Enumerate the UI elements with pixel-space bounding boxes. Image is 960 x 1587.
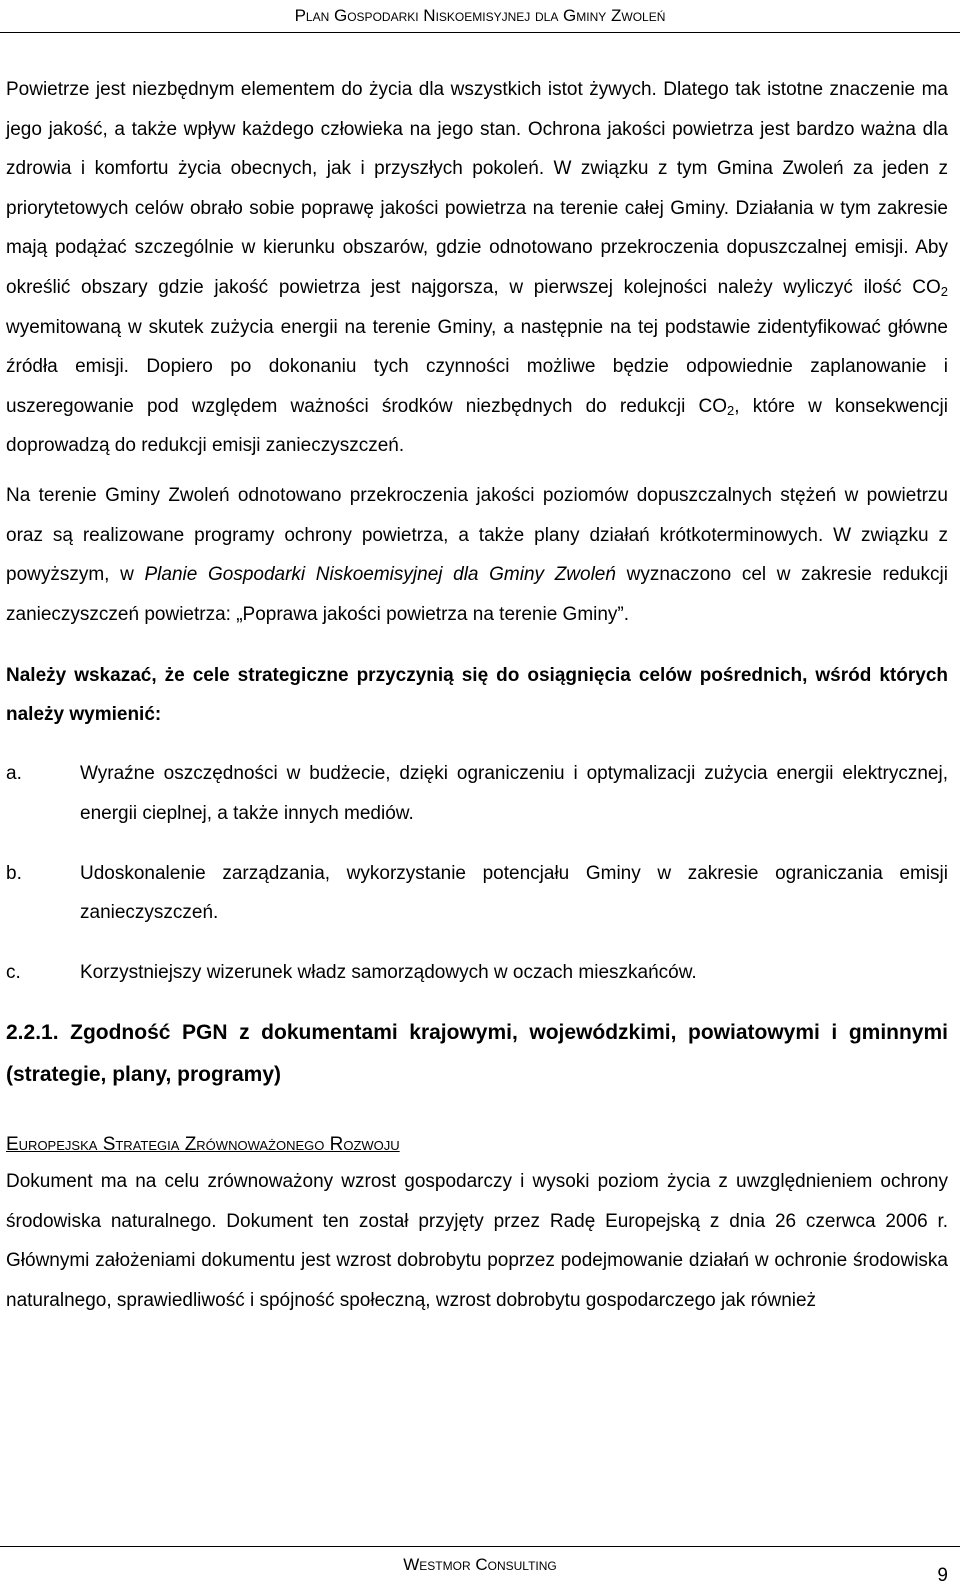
list-item-text: Udoskonalenie zarządzania, wykorzystanie potencjału Gminy w zakresie ograniczania emisji zanieczyszczeń. [80, 862, 948, 924]
list-item [6, 953, 948, 993]
page-header [0, 6, 960, 33]
subsection-title: Europejska Strategia Zrównoważonego Rozwoju [6, 1134, 400, 1156]
header-title: Plan Gospodarki Niskoemisyjnej dla Gminy Zwoleń [294, 6, 666, 25]
document-body [6, 70, 948, 1321]
section-heading: 2.2.1. Zgodność PGN z dokumentami krajowymi, wojewódzkimi, powiatowymi i gminnymi (strategie, plany, programy) [6, 1021, 948, 1087]
list-marker: b. [6, 862, 22, 884]
paragraph-text: wyznaczono cel w zakresie redukcji zanieczyszczeń powietrza: „Poprawa jakości powietrza na terenie Gminy”. [6, 564, 948, 625]
paragraph-strategy: Dokument ma na celu zrównoważony wzrost gospodarczy i wysoki poziom życia z uwzględnieniem ochrony środowiska naturalnego. Dokument ten został przyjęty przez Radę Europejską z dnia 26 czerwca 2006 r. Głównymi założeniami dokumentu jest wzrost dobrobytu poprzez podejmowanie działań w ochronie środowiska naturalnego, sprawiedliwość i spójność społeczną, wzrost dobrobytu gospodarczego jak również [6, 1171, 948, 1312]
page-number: 9 [937, 1565, 948, 1586]
list-item-text: Korzystniejszy wizerunek władz samorządowych w oczach mieszkańców. [80, 961, 697, 983]
paragraph-text: Powietrze jest niezbędnym elementem do życia dla wszystkich istot żywych. Dlatego tak istotne znaczenie ma jego jakość, a także wpływ każdego człowieka na jego stan. Ochrona jakości powietrza jest bardzo ważna dla zdrowia i komfortu życia obecnych, jak i przyszłych pokoleń. W związku z tym Gmina Zwoleń za jeden z priorytetowych celów obrało sobie poprawę jakości powietrza na terenie całej Gminy. Działania w tym zakresie mają podążać szczególnie w kierunku obszarów, gdzie odnotowano przekroczenia dopuszczalnej emisji. Aby określić obszary gdzie jakość powietrza jest najgorsza, w pierwszej kolejności należy wyliczyć ilość CO [6, 79, 948, 298]
paragraph-text: , które w konsekwencji doprowadzą do redukcji emisji zanieczyszczeń. [6, 395, 948, 457]
plan-title-italic: Planie Gospodarki Niskoemisyjnej dla Gminy Zwoleń [144, 564, 616, 586]
paragraph-text: Na terenie Gminy Zwoleń odnotowano przekroczenia jakości poziomów dopuszczalnych stężeń w powietrzu oraz są realizowane programy ochrony powietrza, a także plany działań krótkoterminowych. W związku z powyższym, w [6, 484, 948, 586]
footer-company: Westmor Consulting [403, 1555, 557, 1574]
paragraph-text: wyemitowaną w skutek zużycia energii na terenie Gminy, a następnie na tej podstawie zidentyfikować główne źródła emisji. Dopiero po dokonaniu tych czynności możliwe będzie odpowiednie zaplanowanie i uszeregowanie pod względem ważności środków niezbędnych do redukcji CO [6, 316, 948, 417]
co2-subscript: 2 [940, 283, 948, 299]
intermediate-goals-list [6, 754, 948, 992]
paragraph-air-quality [6, 70, 948, 466]
co2-subscript: 2 [727, 402, 735, 418]
bold-intro-paragraph: Należy wskazać, że cele strategiczne przyczynią się do osiągnięcia celów pośrednich, wśród których należy wymienić: [6, 665, 948, 726]
paragraph-exceedances [6, 476, 948, 634]
list-item [6, 854, 948, 933]
page-footer [0, 1546, 960, 1585]
list-item [6, 754, 948, 833]
list-marker: c. [6, 961, 21, 983]
list-item-text: Wyraźne oszczędności w budżecie, dzięki ograniczeniu i optymalizacji zużycia energii elektrycznej, energii cieplnej, a także innych mediów. [80, 763, 948, 824]
list-marker: a. [6, 763, 22, 785]
